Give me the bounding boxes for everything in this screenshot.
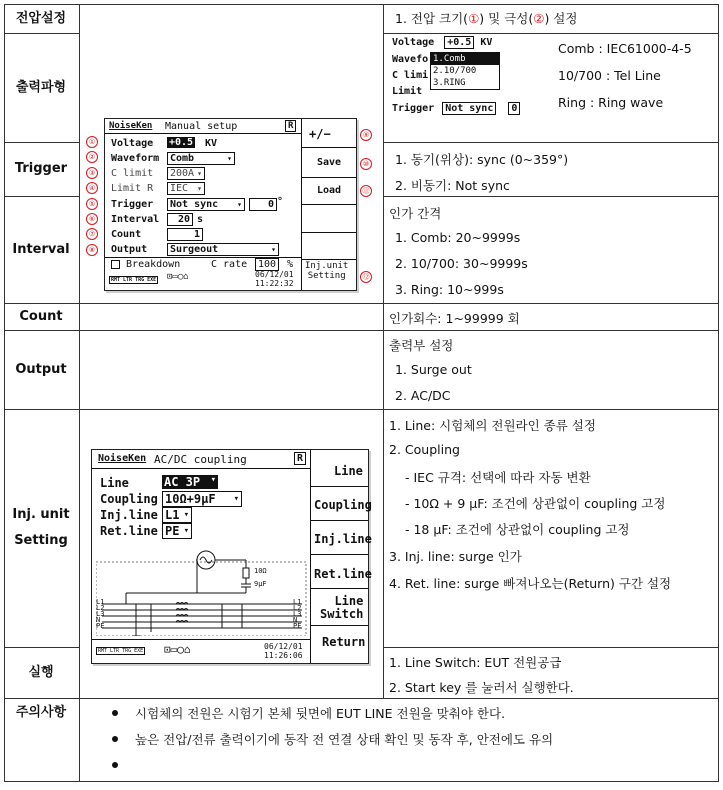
col-divider bbox=[383, 4, 384, 699]
waveform-option-10-700[interactable]: 2.10/700 bbox=[433, 66, 477, 76]
lcd-trigger-value[interactable] bbox=[167, 198, 245, 211]
lcd-mode-badge: R bbox=[285, 120, 296, 132]
popup-voltage-value: +0.5 bbox=[444, 36, 474, 49]
voltage-setting-title bbox=[395, 9, 577, 27]
row-label-inj-unit-line1: Inj. unit bbox=[12, 507, 70, 522]
lcd-climit-text: 200A bbox=[170, 168, 195, 179]
waveform-ring-desc: Ring : Ring wave bbox=[558, 95, 664, 110]
line-switch-line1: Line bbox=[334, 594, 364, 608]
circle-icon: ◯ bbox=[177, 643, 184, 656]
acdc-status-tags: RMT LTR TRG EXE bbox=[98, 648, 144, 654]
row-divider bbox=[4, 781, 719, 782]
btn-divider bbox=[311, 625, 368, 626]
note-2: 높은 전압/전류 출력이기에 동작 전 연결 상태 확인 및 동작 후, 안전에도 유의 bbox=[135, 732, 554, 747]
inj-item-4: 4. Ret. line: surge 빠져나오는(Return) 구간 설정 bbox=[389, 576, 672, 591]
count-desc: 인가회수: 1~99999 회 bbox=[389, 311, 520, 326]
row-divider bbox=[383, 647, 719, 648]
lock-icon: ⌂ bbox=[183, 643, 191, 656]
lcd-trigger-label: Trigger bbox=[111, 199, 154, 210]
btn-divider bbox=[302, 204, 356, 205]
acdc-time: 11:26:06 bbox=[264, 651, 303, 660]
chevron-down-icon: ▾ bbox=[197, 184, 202, 193]
popup-waveform-label: Wavefo bbox=[392, 54, 429, 65]
bar-icon: ▭ bbox=[172, 272, 178, 282]
line-switch-line2: Switch bbox=[320, 607, 364, 621]
line-label: N bbox=[293, 616, 298, 624]
line-switch-button[interactable] bbox=[320, 595, 363, 621]
row-label-interval: Interval bbox=[12, 241, 70, 257]
acdc-ret-text: PE bbox=[165, 524, 180, 538]
btn-divider bbox=[311, 554, 368, 555]
acdc-brand: NoiseKen bbox=[98, 453, 147, 464]
line-label: L1 bbox=[96, 598, 105, 606]
acdc-line-label: Line bbox=[100, 476, 129, 490]
lcd-waveform-label: Waveform bbox=[111, 153, 160, 164]
marker-12: ⑫ bbox=[360, 271, 372, 283]
lcd-limitr-text: IEC bbox=[170, 183, 189, 194]
marker-6: ⑥ bbox=[86, 213, 98, 225]
note-bullet bbox=[112, 736, 118, 742]
acdc-left-line-labels bbox=[96, 599, 104, 629]
lcd-interval-label: Interval bbox=[111, 214, 160, 225]
marker-11: ⑪ bbox=[360, 185, 372, 197]
popup-climit-label: C limi bbox=[392, 70, 429, 81]
lcd-title: Manual setup bbox=[165, 121, 238, 132]
inj-item-2c: - 18 μF: 조건에 상관없이 coupling 고정 bbox=[405, 522, 630, 537]
run-item-2: 2. Start key 를 눌러서 실행한다. bbox=[389, 680, 574, 695]
lcd-interval-unit: s bbox=[197, 214, 204, 225]
chevron-down-icon: ▾ bbox=[197, 169, 202, 178]
chevron-down-icon: ▾ bbox=[233, 494, 239, 504]
popup-voltage-row bbox=[392, 37, 492, 48]
popup-trigger-row bbox=[392, 103, 520, 114]
lcd-output-value[interactable] bbox=[167, 243, 279, 256]
acdc-title: AC/DC coupling bbox=[154, 453, 247, 466]
chevron-down-icon: ▾ bbox=[271, 245, 276, 254]
lcd-phase-value[interactable]: 0 bbox=[249, 198, 277, 211]
lcd-trigger-text: Not sync bbox=[170, 199, 219, 210]
chevron-down-icon: ▾ bbox=[227, 154, 232, 163]
col-divider bbox=[79, 4, 80, 782]
lcd-breakdown-label: Breakdown bbox=[126, 259, 181, 270]
lcd-limitr-value[interactable] bbox=[167, 182, 205, 195]
popup-phase-value: 0 bbox=[508, 102, 520, 115]
popup-trigger-label: Trigger bbox=[392, 103, 435, 114]
row-label-count: Count bbox=[19, 308, 63, 324]
sync-icon: ⊡ bbox=[164, 643, 171, 656]
acdc-bottom-rule bbox=[92, 639, 310, 640]
output-title: 출력부 설정 bbox=[389, 338, 454, 353]
voltage-circle-2: ② bbox=[533, 11, 545, 26]
lcd-status-icons bbox=[167, 272, 189, 282]
lcd-crate-value[interactable]: 100 bbox=[255, 258, 279, 271]
lcd-count-label: Count bbox=[111, 229, 142, 240]
acdc-line-text: AC 3P bbox=[164, 475, 201, 489]
lcd-crate-label: C rate bbox=[211, 259, 248, 270]
popup-voltage-unit: KV bbox=[480, 37, 493, 48]
acdc-coupling-screen bbox=[91, 449, 372, 664]
lcd-waveform-value[interactable] bbox=[167, 152, 235, 165]
acdc-inj-label: Inj.line bbox=[100, 508, 158, 522]
row-divider bbox=[4, 409, 719, 410]
marker-10: ⑩ bbox=[360, 158, 372, 170]
waveform-tel-desc: 10/700 : Tel Line bbox=[558, 68, 661, 83]
row-divider bbox=[383, 33, 719, 34]
breakdown-checkbox-icon bbox=[111, 260, 120, 269]
btn-divider bbox=[302, 259, 356, 260]
inj-item-3: 3. Inj. line: surge 인가 bbox=[389, 549, 522, 564]
lcd-climit-label: C limit bbox=[111, 168, 154, 179]
row-divider bbox=[4, 303, 719, 304]
chevron-down-icon: ▾ bbox=[210, 475, 216, 485]
chevron-down-icon: ▾ bbox=[183, 526, 189, 536]
interval-title: 인가 간격 bbox=[389, 206, 442, 221]
note-bullet bbox=[112, 710, 118, 716]
acdc-c-label: 9μF bbox=[254, 580, 267, 588]
row-label-output: Output bbox=[15, 361, 67, 377]
voltage-circle-1: ① bbox=[468, 11, 480, 26]
manual-setup-screen bbox=[104, 118, 357, 291]
row-label-inj-unit-line2: Setting bbox=[14, 533, 68, 548]
lcd-output-text: Surgeout bbox=[170, 244, 219, 255]
load-button[interactable]: Load bbox=[317, 185, 342, 196]
row-label-voltage: 전압설정 bbox=[15, 10, 67, 26]
chevron-down-icon: ▾ bbox=[183, 510, 189, 520]
marker-8: ⑧ bbox=[86, 244, 98, 256]
acdc-mode-badge: R bbox=[294, 452, 306, 465]
lcd-brand: NoiseKen bbox=[109, 121, 153, 131]
voltage-title-c: ) 설정 bbox=[544, 11, 578, 26]
inj-unit-btn-line1: Inj.unit bbox=[305, 261, 349, 271]
marker-3: ③ bbox=[86, 167, 98, 179]
row-divider bbox=[4, 4, 719, 5]
row-label-notes: 주의사항 bbox=[15, 705, 67, 720]
lcd-waveform-text: Comb bbox=[170, 153, 195, 164]
acdc-r-label: 10Ω bbox=[254, 567, 267, 575]
acdc-inj-value[interactable] bbox=[162, 507, 192, 523]
row-divider bbox=[4, 698, 719, 699]
btn-divider bbox=[302, 147, 356, 148]
line-label: L3 bbox=[96, 610, 105, 618]
row-label-inj-unit bbox=[5, 409, 77, 647]
lock-icon: ⌂ bbox=[183, 272, 189, 282]
voltage-title-b: ) 및 극성( bbox=[479, 11, 534, 26]
row-label-waveform: 출력파형 bbox=[15, 79, 67, 95]
lcd-interval-value[interactable]: 20 bbox=[167, 213, 193, 226]
waveform-option-ring[interactable]: 3.RING bbox=[433, 78, 466, 88]
acdc-title-rule bbox=[92, 468, 310, 469]
btn-divider bbox=[302, 177, 356, 178]
marker-1: ① bbox=[86, 136, 98, 148]
chevron-down-icon: ▾ bbox=[237, 200, 242, 209]
acdc-coupling-text: 10Ω+9μF bbox=[165, 492, 216, 506]
voltage-title-a: 1. 전압 크기( bbox=[395, 11, 469, 26]
inj-item-1: 1. Line: 시험체의 전원라인 종류 설정 bbox=[389, 418, 596, 433]
lcd-crate-unit: % bbox=[287, 259, 294, 270]
trigger-item-2: 2. 비동기: Not sync bbox=[395, 178, 510, 193]
output-item-2: 2. AC/DC bbox=[395, 388, 451, 403]
coupling-circuit-diagram bbox=[96, 546, 308, 636]
waveform-popup-screen bbox=[388, 37, 548, 119]
line-label: L2 bbox=[96, 604, 105, 612]
marker-5: ⑤ bbox=[86, 198, 98, 210]
inj-item-2a: - IEC 규격: 선택에 따라 자동 변환 bbox=[405, 470, 591, 485]
acdc-inj-text: L1 bbox=[165, 508, 180, 522]
acdc-ret-label: Ret.line bbox=[100, 524, 158, 538]
lcd-breakdown-row[interactable] bbox=[111, 259, 180, 270]
polarity-button[interactable]: +/− bbox=[309, 127, 331, 141]
sync-icon: ⊡ bbox=[167, 272, 173, 282]
line-label: L3 bbox=[293, 610, 302, 618]
bar-icon: ▭ bbox=[170, 643, 178, 656]
lcd-status-tags: RMT LTR TRG EXE bbox=[111, 277, 157, 283]
inj-unit-btn-line2: Setting bbox=[307, 271, 346, 281]
lcd-time: 11:22:32 bbox=[255, 279, 294, 288]
btn-divider bbox=[311, 588, 368, 589]
interval-item-3: 3. Ring: 10~999s bbox=[395, 282, 504, 297]
acdc-date: 06/12/01 bbox=[264, 642, 303, 651]
acdc-button-divider bbox=[310, 450, 311, 663]
row-label-trigger: Trigger bbox=[14, 161, 68, 176]
waveform-comb-desc: Comb : IEC61000-4-5 bbox=[558, 41, 692, 56]
acdc-ret-value[interactable] bbox=[162, 523, 192, 539]
lcd-voltage-label: Voltage bbox=[111, 138, 154, 149]
acdc-coupling-value[interactable] bbox=[162, 491, 242, 507]
btn-divider bbox=[311, 520, 368, 521]
acdc-line-value[interactable] bbox=[162, 475, 218, 489]
lcd-phase-degree: ° bbox=[277, 196, 284, 207]
btn-divider bbox=[311, 486, 368, 487]
line-label: L1 bbox=[293, 598, 302, 606]
interval-item-2: 2. 10/700: 30~9999s bbox=[395, 256, 528, 271]
trigger-item-1: 1. 동기(위상): sync (0~359°) bbox=[395, 152, 569, 167]
lcd-count-value[interactable]: 1 bbox=[167, 228, 203, 241]
waveform-options-list bbox=[430, 52, 500, 90]
inj-line-button[interactable]: Inj.line bbox=[314, 532, 372, 546]
popup-trigger-value: Not sync bbox=[442, 102, 496, 115]
line-label: PE bbox=[293, 622, 302, 630]
run-item-1: 1. Line Switch: EUT 전원공급 bbox=[389, 655, 562, 670]
manual-setup-markers bbox=[86, 136, 100, 256]
line-label: PE bbox=[96, 622, 105, 630]
inj-item-2: 2. Coupling bbox=[389, 442, 460, 457]
note-bullet bbox=[112, 762, 118, 768]
lcd-limitr-label: Limit R bbox=[111, 183, 154, 194]
row-label-run: 실행 bbox=[28, 664, 54, 680]
lcd-voltage-unit: KV bbox=[205, 138, 218, 149]
circle-icon: ◯ bbox=[177, 272, 184, 282]
line-label: N bbox=[96, 616, 101, 624]
popup-voltage-label: Voltage bbox=[392, 37, 435, 48]
line-label: L2 bbox=[293, 604, 302, 612]
line-button[interactable]: Line bbox=[334, 464, 363, 478]
marker-4: ④ bbox=[86, 182, 98, 194]
output-item-1: 1. Surge out bbox=[395, 362, 472, 377]
marker-9: ⑨ bbox=[360, 129, 372, 141]
popup-limit-label: Limit bbox=[392, 86, 423, 97]
row-divider bbox=[4, 330, 719, 331]
lcd-output-label: Output bbox=[111, 244, 148, 255]
row-divider bbox=[383, 142, 719, 143]
btn-divider bbox=[302, 232, 356, 233]
ret-line-button[interactable]: Ret.line bbox=[314, 567, 372, 581]
lcd-date: 06/12/01 bbox=[255, 270, 294, 279]
acdc-right-line-labels bbox=[293, 599, 301, 629]
acdc-coupling-label: Coupling bbox=[100, 492, 158, 506]
acdc-status-icons bbox=[164, 643, 191, 656]
inj-unit-setting-button[interactable] bbox=[305, 261, 348, 281]
coupling-button[interactable]: Coupling bbox=[314, 498, 372, 512]
interval-item-1: 1. Comb: 20~9999s bbox=[395, 230, 521, 245]
inj-item-2b: - 10Ω + 9 μF: 조건에 상관없이 coupling 고정 bbox=[405, 496, 666, 511]
note-1: 시험체의 전원은 시험기 본체 뒷면에 EUT LINE 전원을 맞춰야 한다. bbox=[135, 706, 506, 721]
lcd-climit-value[interactable] bbox=[167, 167, 205, 180]
lcd-voltage-value[interactable]: +0.5 bbox=[169, 137, 194, 148]
marker-2: ② bbox=[86, 151, 98, 163]
lcd-title-rule bbox=[105, 133, 301, 134]
waveform-option-comb[interactable]: 1.Comb bbox=[431, 53, 499, 65]
return-button[interactable]: Return bbox=[322, 635, 366, 649]
row-divider bbox=[383, 196, 719, 197]
col-divider bbox=[718, 4, 719, 782]
save-button[interactable]: Save bbox=[317, 157, 342, 168]
marker-7: ⑦ bbox=[86, 228, 98, 240]
